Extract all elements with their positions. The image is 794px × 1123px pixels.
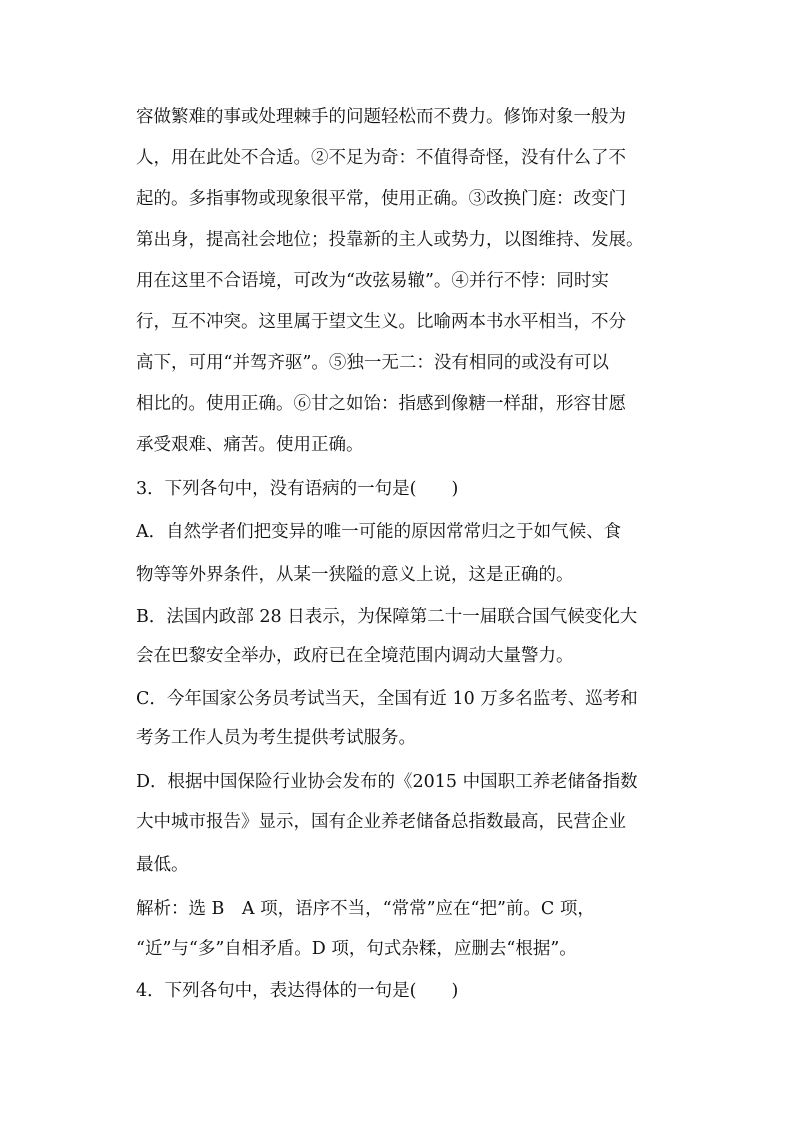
option-c-line: C．今年国家公务员考试当天，全国有近 10 万多名监考、巡考和 <box>136 689 638 709</box>
option-d-line: D．根据中国保险行业协会发布的《2015 中国职工养老储备指数 <box>136 772 638 792</box>
text-line: 相比的。使用正确。⑥甘之如饴：指感到像糖一样甜，形容甘愿 <box>136 394 626 414</box>
text-line: 起的。多指事物或现象很平常，使用正确。③改换门庭：改变门 <box>136 189 626 209</box>
option-c-line: 考务工作人员为考生提供考试服务。 <box>136 728 416 748</box>
option-b-line: B．法国内政部 28 日表示，为保障第二十一届联合国气候变化大 <box>136 607 638 627</box>
text-line: 人，用在此处不合适。②不足为奇：不值得奇怪，没有什么了不 <box>136 148 626 168</box>
option-b-line: 会在巴黎安全举办，政府已在全境范围内调动大量警力。 <box>136 646 574 666</box>
option-d-line: 最低。 <box>136 855 189 875</box>
text-line: 高下，可用“并驾齐驱”。⑤独一无二：没有相同的或没有可以 <box>136 353 609 373</box>
option-a-line: A．自然学者们把变异的唯一可能的原因常常归之于如气候、食 <box>136 522 622 542</box>
text-line: 用在这里不合语境，可改为“改弦易辙”。④并行不悖：同时实 <box>136 271 609 291</box>
text-line: 承受艰难、痛苦。使用正确。 <box>136 435 364 455</box>
question-4-stem: 4．下列各句中，表达得体的一句是( ) <box>136 981 459 1001</box>
analysis-line: “近”与“多”自相矛盾。D 项，句式杂糅，应删去“根据”。 <box>136 939 577 959</box>
question-3-stem: 3．下列各句中，没有语病的一句是( ) <box>136 479 459 499</box>
text-line: 第出身，提高社会地位；投靠新的主人或势力，以图维持、发展。 <box>136 230 644 250</box>
text-line: 容做繁难的事或处理棘手的问题轻松而不费力。修饰对象一般为 <box>136 107 626 127</box>
option-a-line: 物等等外界条件，从某一狭隘的意义上说，这是正确的。 <box>136 565 574 585</box>
analysis-line: 解析：选 B A 项，语序不当，“常常”应在“把”前。C 项， <box>136 899 595 919</box>
option-d-line: 大中城市报告》显示，国有企业养老储备总指数最高，民营企业 <box>136 812 626 832</box>
text-line: 行，互不冲突。这里属于望文生义。比喻两本书水平相当，不分 <box>136 312 626 332</box>
